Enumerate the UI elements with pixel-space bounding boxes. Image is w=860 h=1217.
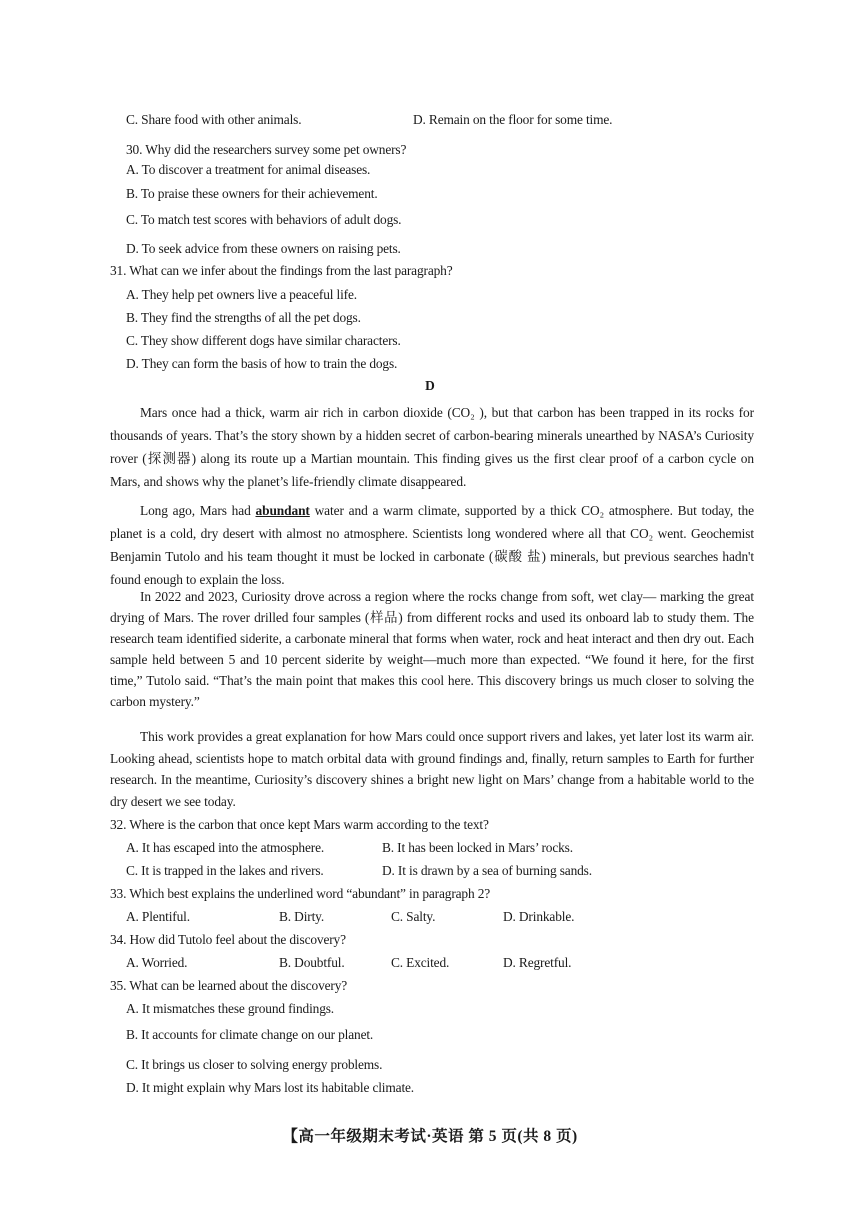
q34-option-b: B. Doubtful. [279,955,345,970]
q31-option-a: A. They help pet owners live a peaceful life. [126,287,357,302]
q34-option-d: D. Regretful. [503,955,572,970]
passage-paragraph-4: This work provides a great explanation for how Mars could once support rivers and lakes, yet later lost its warm air. Looking ahead, scientists hope to match orbital data with ground findings and, finally, return samples to Earth for further research. In the meantime, Curiosity’s discovery shines a bright new light on Mars’ change from a habitable world to the dry desert we see today. [110,729,754,809]
q35-option-a: A. It mismatches these ground findings. [126,1001,334,1016]
q34-stem: 34. How did Tutolo feel about the discovery? [110,932,346,947]
q35-option-b: B. It accounts for climate change on our planet. [126,1027,374,1042]
q29-option-c: C. Share food with other animals. [126,112,302,127]
passage-paragraph-2: Long ago, Mars had abundant water and a warm climate, supported by a thick CO₂ atmosphere. But today, the planet is a cold, dry desert with almost no atmosphere. Scientists long wondered where all that CO₂ went. Geochemist Benjamin Tutolo and his team thought it must be locked in carbonate (碳酸 盐) minerals, but previous searches hadn't found enough to explain the loss. [110,503,754,587]
q33-stem: 33. Which best explains the underlined word “abundant” in paragraph 2? [110,886,491,901]
q34-option-a: A. Worried. [126,955,188,970]
underlined-word-abundant: abundant [255,503,310,518]
q35-option-c: C. It brings us closer to solving energy problems. [126,1057,383,1072]
q29-option-d: D. Remain on the floor for some time. [413,112,613,127]
q31-option-b: B. They find the strengths of all the pet dogs. [126,310,361,325]
q30-option-d: D. To seek advice from these owners on raising pets. [126,241,401,256]
section-d-heading: D [425,378,435,393]
q33-option-b: B. Dirty. [279,909,325,924]
q33-option-c: C. Salty. [391,909,436,924]
q32-stem: 32. Where is the carbon that once kept Mars warm according to the text? [110,817,489,832]
q31-option-d: D. They can form the basis of how to train the dogs. [126,356,398,371]
q32-option-c: C. It is trapped in the lakes and rivers. [126,863,324,878]
q33-option-a: A. Plentiful. [126,909,190,924]
q30-stem: 30. Why did the researchers survey some pet owners? [126,142,407,157]
q32-option-b: B. It has been locked in Mars’ rocks. [382,840,573,855]
q32-option-a: A. It has escaped into the atmosphere. [126,840,325,855]
q31-stem: 31. What can we infer about the findings from the last paragraph? [110,263,453,278]
q30-option-c: C. To match test scores with behaviors of adult dogs. [126,212,402,227]
page-footer: 【高一年级期末考试·英语 第 5 页(共 8 页) [282,1128,578,1145]
q35-option-d: D. It might explain why Mars lost its habitable climate. [126,1080,414,1095]
q31-option-c: C. They show different dogs have similar characters. [126,333,401,348]
q30-option-a: A. To discover a treatment for animal diseases. [126,162,371,177]
q32-option-d: D. It is drawn by a sea of burning sands. [382,863,592,878]
q35-stem: 35. What can be learned about the discovery? [110,978,348,993]
q30-option-b: B. To praise these owners for their achievement. [126,186,378,201]
q33-option-d: D. Drinkable. [503,909,575,924]
passage-paragraph-3: In 2022 and 2023, Curiosity drove across a region where the rocks change from soft, wet clay— marking the great drying of Mars. The rover drilled four samples (样品) from different rocks and used its onboard lab to study them. The research team identified siderite, a carbonate mineral that forms when water, rock and heat interact and then dry out. Each sample held between 5 and 10 percent siderite by weight—much more than expected. “We found it here, for the first time,” Tutolo said. “That’s the main point that makes this cool here. This discovery brings us much closer to solving the carbon mystery.” [110,589,754,709]
passage-paragraph-1: Mars once had a thick, warm air rich in carbon dioxide (CO₂ ), but that carbon has been trapped in its rocks for thousands of years. That’s the story shown by a hidden secret of carbon-bearing minerals unearthed by NASA’s Curiosity rover (探测器) along its route up a Martian mountain. This finding gives us the first clear proof of a carbon cycle on Mars, and shows why the planet’s life-friendly climate disappeared. [110,405,754,489]
q34-option-c: C. Excited. [391,955,450,970]
